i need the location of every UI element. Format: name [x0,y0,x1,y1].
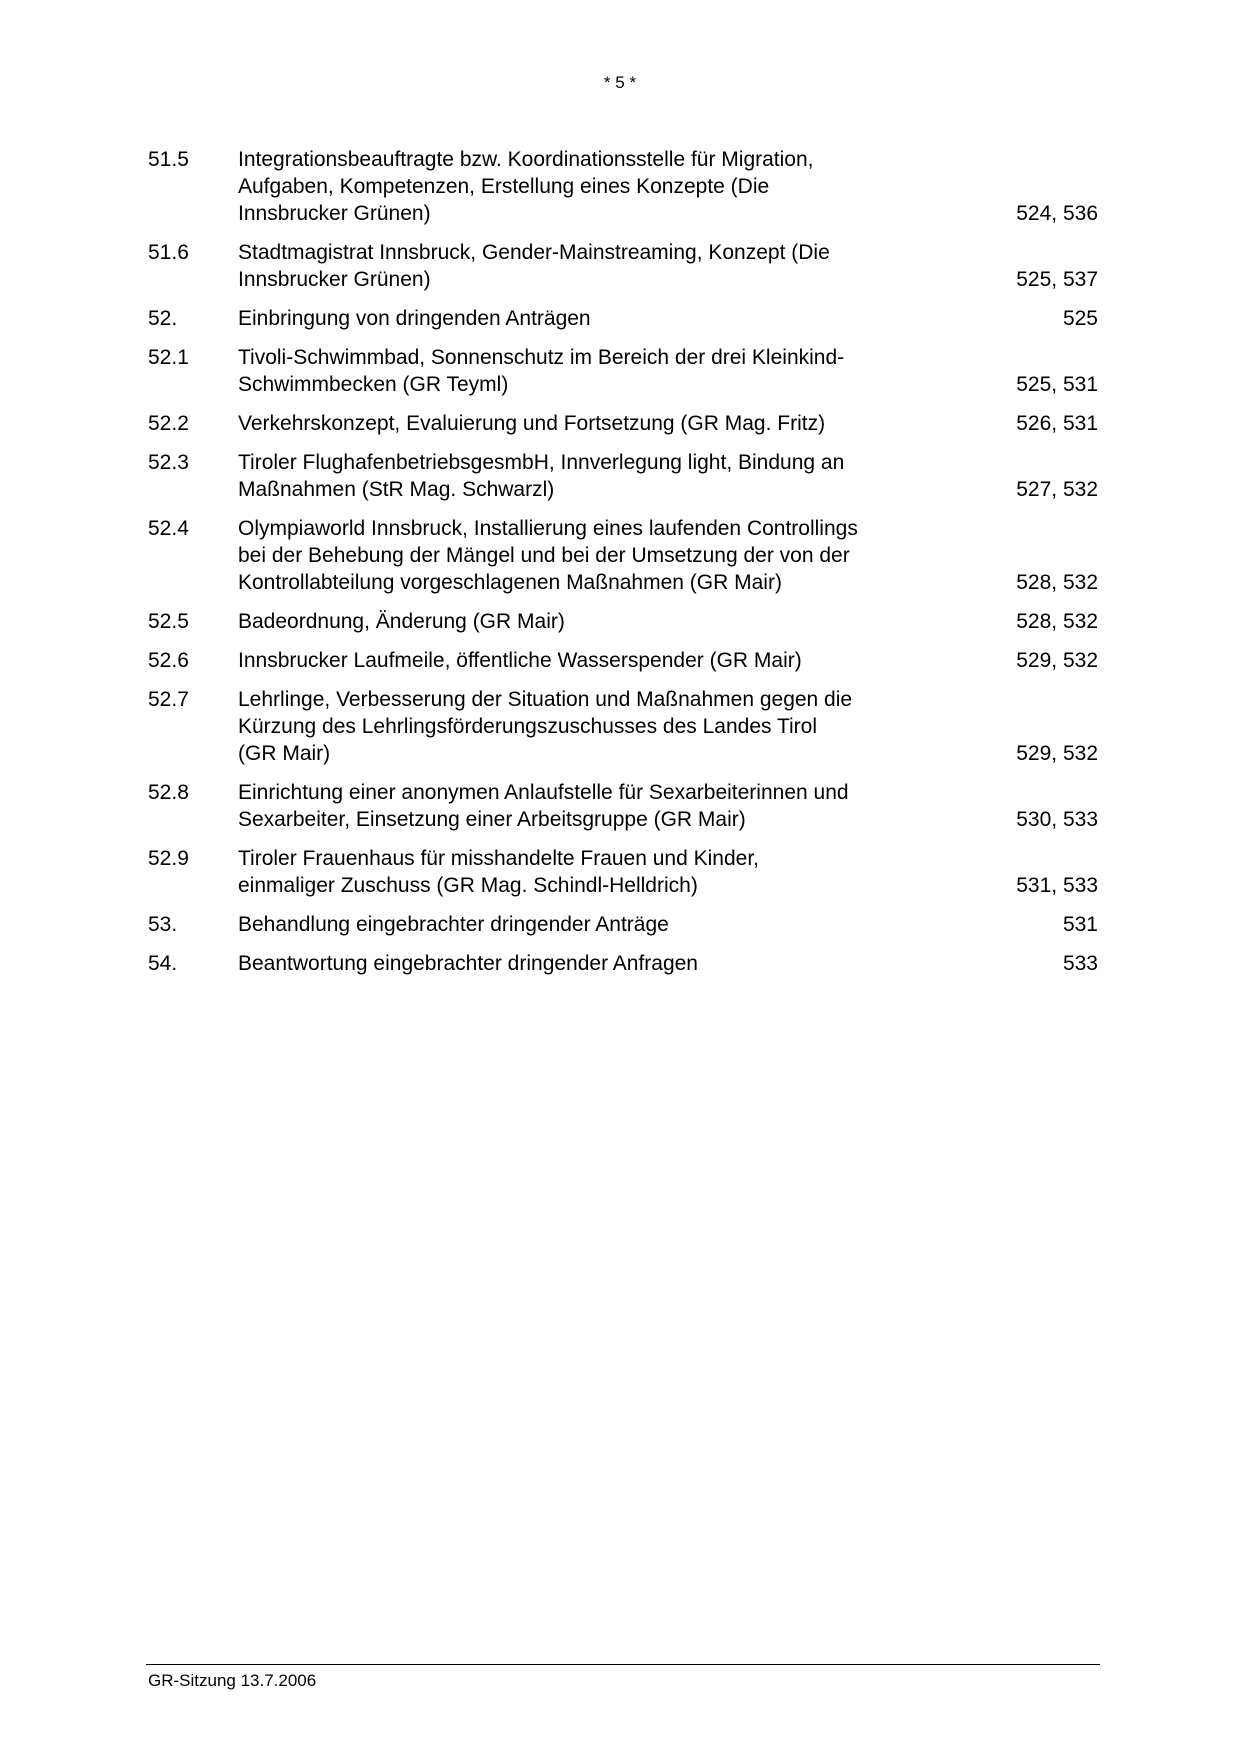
toc-entry-pages: 525 [1062,307,1098,330]
toc-entry-title: Einrichtung einer anonymen Anlaufstelle für Sexarbeiterinnen und Sexarbeiter, Einsetzung einer Arbeitsgruppe (GR Mair) [238,781,849,831]
toc-entry-title: Lehrlinge, Verbesserung der Situation und Maßnahmen gegen die Kürzung des Lehrlingsförderungszuschusses des Landes Tirol (GR Mair) [238,688,853,765]
toc-entry-pages: 525, 531 [1016,373,1098,396]
toc-entry-title: Tiroler Frauenhaus für misshandelte Frauen und Kinder, einmaliger Zuschuss (GR Mag. Schindl-Helldrich) [238,847,760,897]
toc-entry-pages: 530, 533 [1016,808,1098,831]
toc-entry-number: 52. [148,307,178,330]
toc-entry-number: 53. [148,913,178,936]
toc-entry-number: 52.2 [148,412,189,435]
toc-entry-title: Beantwortung eingebrachter dringender Anfragen [238,952,698,975]
footer-divider [146,1664,1100,1665]
toc-entry-title: Innsbrucker Laufmeile, öffentliche Wasserspender (GR Mair) [238,649,802,672]
toc-entry-number: 52.6 [148,649,189,672]
toc-entry-pages: 531 [1062,913,1098,936]
toc-entry [148,449,1098,503]
toc-entry [148,647,1098,674]
toc-entry-title: Stadtmagistrat Innsbruck, Gender-Mainstreaming, Konzept (Die Innsbrucker Grünen) [238,241,830,291]
toc-entry-number: 52.8 [148,781,189,804]
toc-entry [148,911,1098,938]
toc-entry [148,950,1098,977]
toc-entry-number: 52.9 [148,847,189,870]
toc-entry-number: 52.5 [148,610,189,633]
toc-entry-pages: 528, 532 [1016,610,1098,633]
page-number: * 5 * [603,73,637,92]
toc-entry-number: 51.5 [148,148,189,171]
toc-entry [148,779,1098,833]
toc-entry-pages: 529, 532 [1016,742,1098,765]
toc-entry-title: Tiroler FlughafenbetriebsgesmbH, Innverlegung light, Bindung an Maßnahmen (StR Mag. Schwarzl) [238,451,845,501]
toc-entry-title: Badeordnung, Änderung (GR Mair) [238,610,565,633]
toc-entry-title: Behandlung eingebrachter dringender Anträge [238,913,669,936]
toc-entry-number: 52.1 [148,346,189,369]
toc-entry-pages: 525, 537 [1016,268,1098,291]
toc-entry-pages: 533 [1062,952,1098,975]
toc-entry-title: Einbringung von dringenden Anträgen [238,307,591,330]
toc-entry [148,608,1098,635]
toc-entry-number: 54. [148,952,178,975]
toc-entry-pages: 524, 536 [1016,202,1098,225]
toc-entry [148,146,1098,227]
toc-entry-number: 52.4 [148,517,189,540]
table-of-contents [148,146,1098,989]
toc-entry-title: Olympiaworld Innsbruck, Installierung eines laufenden Controllings bei der Behebung der Mängel und bei der Umsetzung der von der Kontrollabteilung vorgeschlagenen Maßnahmen (GR Mair) [238,517,858,594]
toc-entry-pages: 531, 533 [1016,874,1098,897]
toc-entry [148,515,1098,596]
toc-entry [148,845,1098,899]
toc-entry-title: Integrationsbeauftragte bzw. Koordinationsstelle für Migration, Aufgaben, Kompetenzen, Erstellung eines Konzepte (Die Innsbrucker Grünen) [238,148,814,225]
toc-entry-number: 52.7 [148,688,189,711]
toc-entry [148,686,1098,767]
toc-entry-title: Tivoli-Schwimmbad, Sonnenschutz im Bereich der drei Kleinkind- Schwimmbecken (GR Teyml) [238,346,845,396]
toc-entry-pages: 528, 532 [1016,571,1098,594]
toc-entry [148,239,1098,293]
toc-entry-number: 52.3 [148,451,189,474]
toc-entry [148,305,1098,332]
toc-entry [148,344,1098,398]
footer-session-date: GR-Sitzung 13.7.2006 [148,1671,317,1690]
toc-entry-pages: 527, 532 [1016,478,1098,501]
toc-entry-pages: 529, 532 [1016,649,1098,672]
toc-entry [148,410,1098,437]
toc-entry-pages: 526, 531 [1016,412,1098,435]
toc-entry-number: 51.6 [148,241,189,264]
toc-entry-title: Verkehrskonzept, Evaluierung und Fortsetzung (GR Mag. Fritz) [238,412,826,435]
